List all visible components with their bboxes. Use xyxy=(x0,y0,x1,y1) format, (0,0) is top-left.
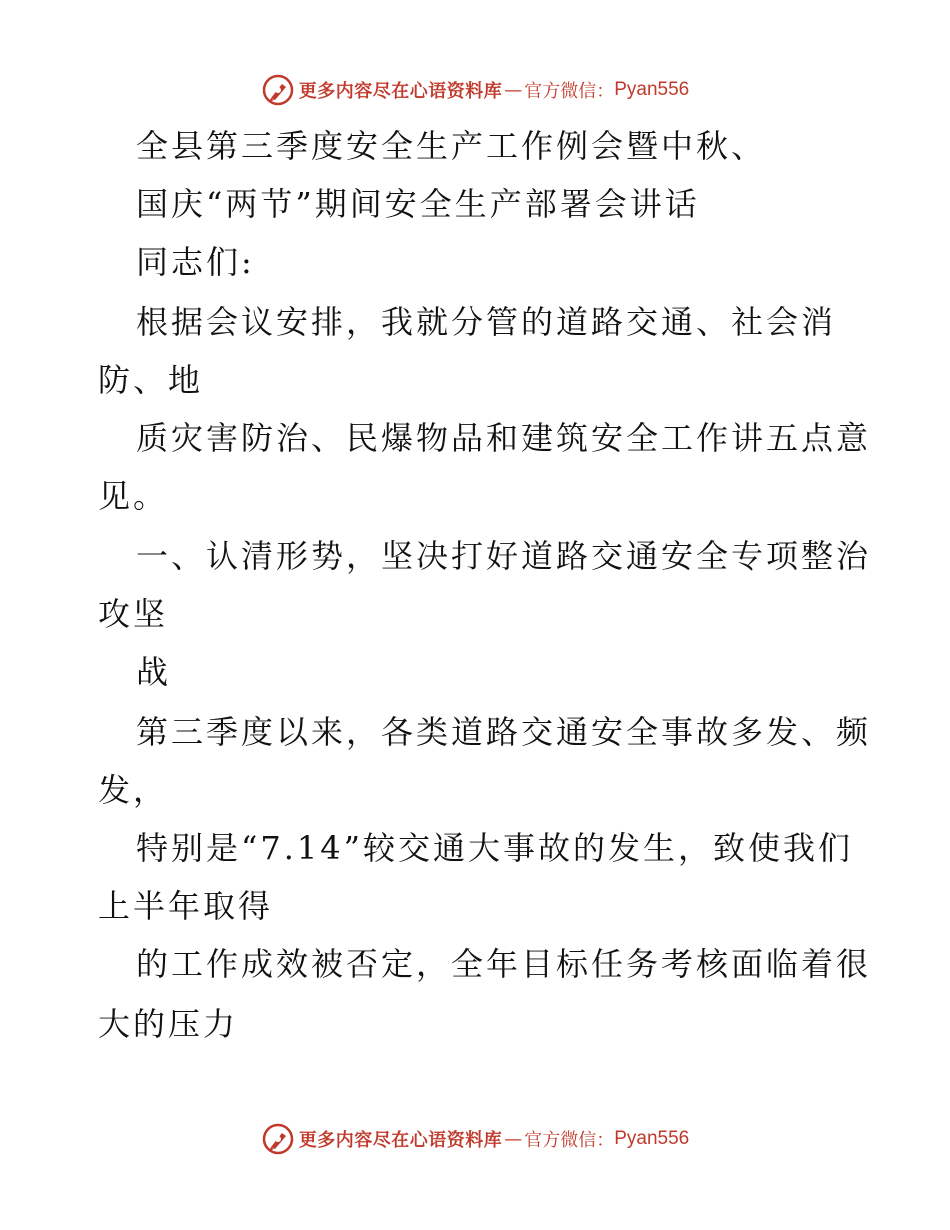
title-line-1: 全县第三季度安全生产工作例会暨中秋、 xyxy=(136,127,767,165)
header-watermark xyxy=(0,70,950,110)
pen-nib-logo-icon xyxy=(261,73,295,107)
section-heading-line: 一、认清形势，坚决打好道路交通安全专项整治 xyxy=(136,537,872,575)
paragraph-line: 第三季度以来，各类道路交通安全事故多发、频 xyxy=(136,713,872,751)
paragraph-line: 防、地 xyxy=(98,361,204,399)
watermark-wechat-label: 官方微信： xyxy=(524,81,615,102)
paragraph-line: 质灾害防治、民爆物品和建筑安全工作讲五点意 xyxy=(136,419,872,457)
watermark-title: 更多内容尽在心语资料库 xyxy=(298,1130,503,1151)
salutation: 同志们: xyxy=(136,243,255,281)
title-line-2: 国庆“两节”期间安全生产部署会讲话 xyxy=(136,185,700,223)
paragraph-line: 发， xyxy=(98,771,169,809)
section-heading-line: 战 xyxy=(136,653,172,691)
watermark-dash: — xyxy=(504,1128,523,1150)
paragraph-line: 根据会议安排，我就分管的道路交通、社会消 xyxy=(136,303,837,341)
section-heading-line: 攻坚 xyxy=(98,595,169,633)
paragraph-line: 见。 xyxy=(98,477,169,515)
paragraph-line: 大的压力 xyxy=(98,1005,239,1043)
watermark-wechat-label: 官方微信： xyxy=(524,1130,615,1151)
paragraph-line: 上半年取得 xyxy=(98,887,274,925)
watermark-dash: — xyxy=(504,79,523,101)
footer-watermark xyxy=(0,1119,950,1159)
paragraph-line: 特别是“7.14”较交通大事故的发生，致使我们 xyxy=(136,829,853,867)
watermark-wechat-id: Pyan556 xyxy=(614,79,690,100)
paragraph-line: 的工作成效被否定，全年目标任务考核面临着很 xyxy=(136,945,872,983)
watermark-title: 更多内容尽在心语资料库 xyxy=(298,81,503,102)
watermark-wechat-id: Pyan556 xyxy=(614,1128,690,1149)
pen-nib-logo-icon xyxy=(261,1122,295,1156)
